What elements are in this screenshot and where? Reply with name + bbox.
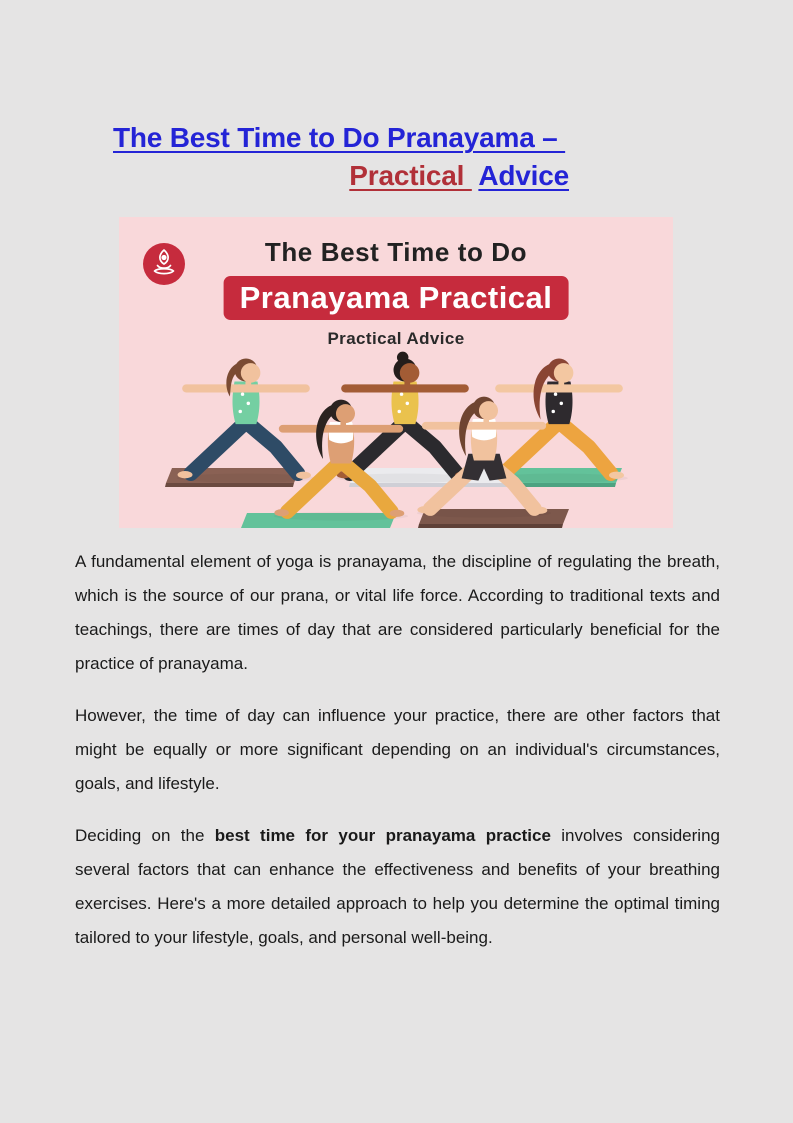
banner-heading: The Best Time to Do <box>264 237 528 267</box>
banner-red-band: Pranayama Practical <box>224 276 569 320</box>
yoga-figure <box>177 359 315 483</box>
title-link-advice[interactable]: Advice <box>478 160 569 191</box>
paragraph: A fundamental element of yoga is pranayama, the discipline of regulating the breath, which is the source of our prana, or vital life force. According to traditional texts and teachings, there are times of day that are considered particularly beneficial for the practice of pranayama. <box>75 552 720 673</box>
title-link-line1[interactable]: The Best Time to Do Pranayama – <box>113 122 566 153</box>
title-link-practical[interactable]: Practical <box>349 160 472 191</box>
yoga-figure <box>336 352 474 483</box>
banner-subheading: Practical Advice <box>327 329 465 348</box>
paragraph: However, the time of day can influence your practice, there are other factors that might be equally or more significant depending on an individual's circumstances, goals, and lifestyle. <box>75 706 720 793</box>
page-title <box>113 119 569 195</box>
body-paragraphs <box>75 545 720 973</box>
paragraph: Deciding on the best time for your pranayama practice involves considering several factors that can enhance the effectiveness and benefits of your breathing exercises. Here's a more detailed approach to help you determine the optimal timing tailored to your lifestyle, goals, and personal well-being. <box>75 826 720 947</box>
yoga-illustration <box>119 217 673 528</box>
banner-image <box>119 217 673 528</box>
yoga-figure <box>490 359 628 483</box>
